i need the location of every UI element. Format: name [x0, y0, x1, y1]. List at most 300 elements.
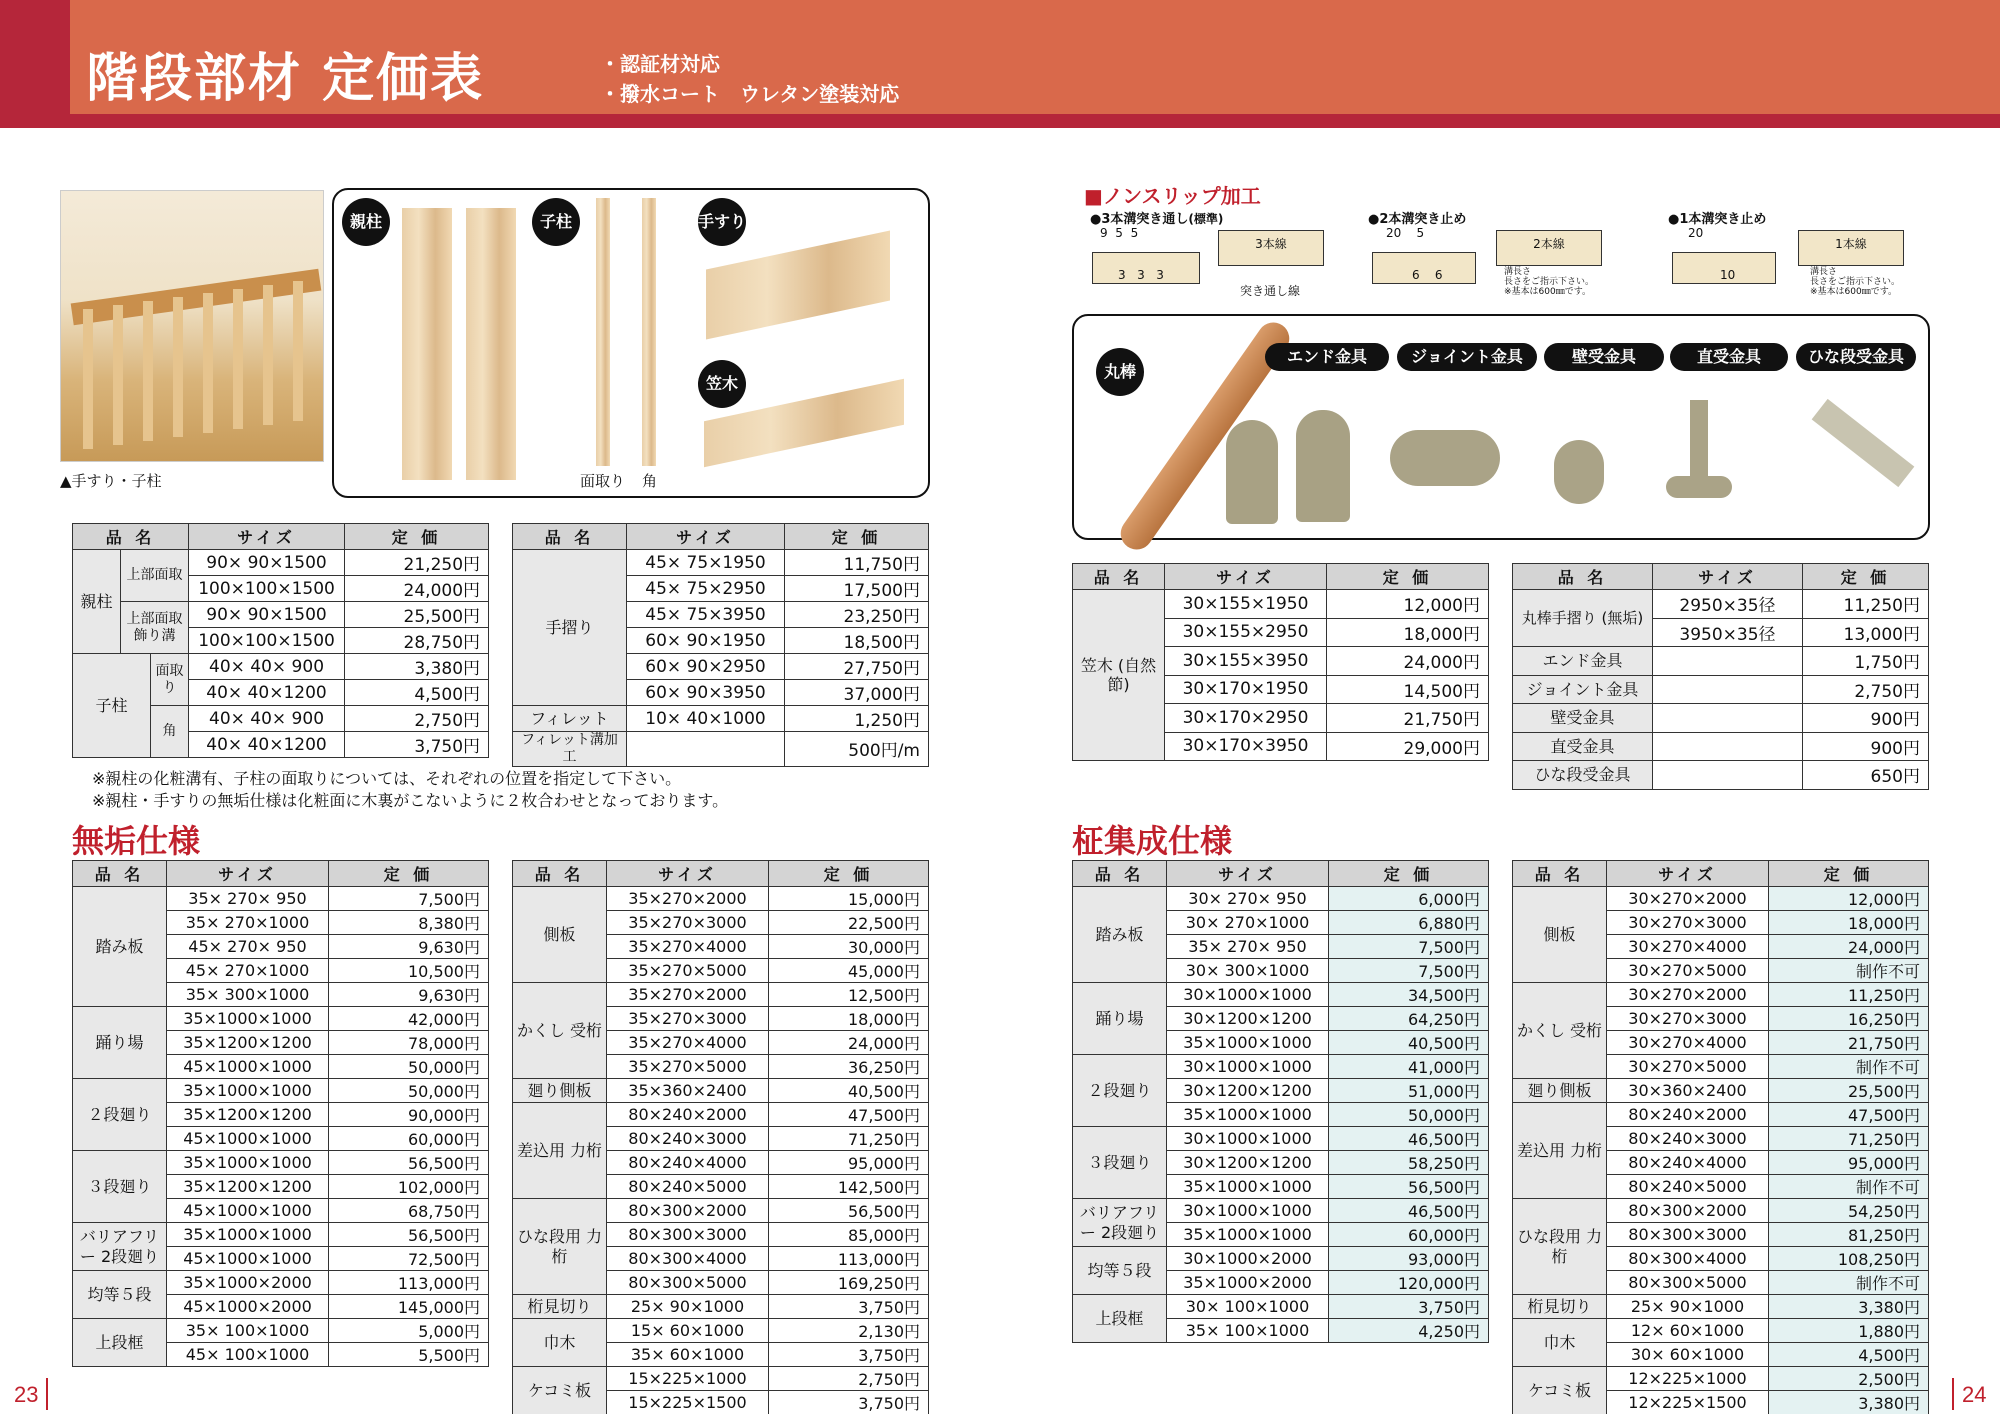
cell-size: 35×1000×1000	[1167, 1223, 1329, 1247]
cell-size: 30×270×4000	[1607, 935, 1769, 959]
cell-size: 15× 60×1000	[607, 1319, 769, 1343]
cell-price: 93,000円	[1329, 1247, 1489, 1271]
table-kasagi	[1072, 563, 1489, 761]
badge-kobashira: 子柱	[532, 198, 580, 246]
header-name: 品 名	[73, 524, 189, 550]
cell-name: バリアフリー 2段廻り	[73, 1223, 167, 1271]
cell-size: 80×300×3000	[607, 1223, 769, 1247]
cell-price: 71,250円	[1769, 1127, 1929, 1151]
cell-size: 45×1000×1000	[167, 1247, 329, 1271]
cell-price: 27,750円	[785, 654, 929, 680]
cell-size: 25× 90×1000	[607, 1295, 769, 1319]
direct-bracket-image	[1690, 400, 1708, 480]
header-name: 品 名	[1073, 564, 1165, 590]
table-row	[1513, 1319, 1929, 1343]
cell-size: 40× 40× 900	[189, 706, 345, 732]
cell-name: 上段框	[73, 1319, 167, 1367]
cell-price: 4,500円	[1769, 1343, 1929, 1367]
cell-price: 95,000円	[1769, 1151, 1929, 1175]
label-jikauke: 直受金具	[1670, 343, 1788, 371]
header-size: サイズ	[1653, 564, 1803, 590]
cell-sub: 面取り	[151, 654, 189, 706]
cell-sub: 上部面取 飾り溝	[121, 602, 189, 654]
cell-size: 35×270×4000	[607, 935, 769, 959]
page-number-left: 23	[14, 1382, 39, 1407]
cell-size: 80×240×2000	[607, 1103, 769, 1127]
cell-size: 3950×35径	[1653, 618, 1803, 647]
cell-price: 17,500円	[785, 576, 929, 602]
cell-name: 均等５段	[73, 1271, 167, 1319]
cell-size: 15×225×1500	[607, 1391, 769, 1414]
cell-price: 9,630円	[329, 935, 489, 959]
header-price: 定 価	[1803, 564, 1929, 590]
cell-price: 50,000円	[1329, 1103, 1489, 1127]
label-kabeuke: 壁受金具	[1544, 343, 1664, 371]
cell-price: 500円/m	[785, 732, 929, 767]
oyabashira-image-2	[466, 208, 516, 480]
cell-price: 制作不可	[1769, 1271, 1929, 1295]
cell-size: 45× 75×2950	[627, 576, 785, 602]
table-row	[73, 1007, 489, 1031]
cell-price: 56,500円	[329, 1223, 489, 1247]
nonslip-two-bottom: 6 6	[1412, 268, 1443, 282]
table-row	[73, 1151, 489, 1175]
cell-size: 30×1000×1000	[1167, 983, 1329, 1007]
photo-caption: ▲手すり・子柱	[60, 472, 162, 490]
cell-size: 30× 270× 950	[1167, 887, 1329, 911]
cell-name: 壁受金具	[1513, 704, 1653, 733]
header-size: サイズ	[1607, 861, 1769, 887]
cell-price: 51,000円	[1329, 1079, 1489, 1103]
cell-price: 1,880円	[1769, 1319, 1929, 1343]
cell-name: 廻り側板	[1513, 1079, 1607, 1103]
cell-size: 80×240×3000	[607, 1127, 769, 1151]
cell-size: 80×300×5000	[607, 1271, 769, 1295]
label-end: エンド金具	[1265, 343, 1389, 371]
cell-size: 80×240×4000	[607, 1151, 769, 1175]
cell-size: 60× 90×1950	[627, 628, 785, 654]
nonslip-two-top: 20 5	[1386, 226, 1425, 240]
cell-price: 50,000円	[329, 1079, 489, 1103]
table-row	[513, 1079, 929, 1103]
oyabashira-image-1	[402, 208, 452, 480]
cell-price: 900円	[1803, 732, 1929, 761]
cell-size: 35×1000×1000	[1167, 1175, 1329, 1199]
cell-size: 35× 270× 950	[167, 887, 329, 911]
header-size: サイズ	[607, 861, 769, 887]
cell-price: 64,250円	[1329, 1007, 1489, 1031]
cell-size	[1653, 675, 1803, 704]
cell-size: 35×1000×2000	[1167, 1271, 1329, 1295]
nonslip-three-arrow: 突き通し線	[1240, 284, 1301, 298]
cell-sub: 角	[151, 706, 189, 758]
cell-size: 35×270×5000	[607, 959, 769, 983]
cell-price: 36,250円	[769, 1055, 929, 1079]
cell-price: 58,250円	[1329, 1151, 1489, 1175]
cell-size: 35× 270×1000	[167, 911, 329, 935]
table-hardware	[1512, 563, 1929, 790]
nonslip-three-bottom: 3 3 3	[1118, 268, 1164, 282]
cell-size: 45× 100×1000	[167, 1343, 329, 1367]
cell-size: 45× 270×1000	[167, 959, 329, 983]
cell-size: 35×270×4000	[607, 1031, 769, 1055]
cell-name: 廻り側板	[513, 1079, 607, 1103]
cell-size: 30×270×5000	[1607, 959, 1769, 983]
nonslip-three-box: 3本線	[1218, 230, 1324, 266]
cell-price: 71,250円	[769, 1127, 929, 1151]
cell-price: 10,500円	[329, 959, 489, 983]
cell-size: 40× 40×1200	[189, 680, 345, 706]
table-shu-right	[1512, 860, 1929, 1414]
cell-price: 40,500円	[769, 1079, 929, 1103]
cell-size	[1653, 732, 1803, 761]
table-muku-left	[72, 860, 489, 1367]
cell-size: 30×1000×2000	[1167, 1247, 1329, 1271]
cell-name: 子柱	[73, 654, 151, 758]
nonslip-two-label: ●2本溝突き止め	[1368, 212, 1467, 227]
cell-size: 30×1200×1200	[1167, 1151, 1329, 1175]
nonslip-three-label: ●3本溝突き通し(標準)	[1090, 212, 1224, 227]
cell-size: 30× 270×1000	[1167, 911, 1329, 935]
cell-price: 3,750円	[769, 1391, 929, 1414]
cell-name: 巾木	[513, 1319, 607, 1367]
cell-price: 29,000円	[1327, 732, 1489, 761]
cell-price: 7,500円	[1329, 959, 1489, 983]
header-name: 品 名	[1513, 861, 1607, 887]
cell-price: 68,750円	[329, 1199, 489, 1223]
cell-name: 桁見切り	[1513, 1295, 1607, 1319]
badge-kasagi: 笠木	[698, 360, 746, 408]
cell-price: 7,500円	[1329, 935, 1489, 959]
nonslip-two-notes: 溝長さ 長さをご指示下さい。 ※基本は600㎜です。	[1504, 267, 1595, 297]
page-title: 階段部材 定価表	[86, 49, 485, 109]
cell-name: 側板	[1513, 887, 1607, 983]
cell-price: 1,250円	[785, 706, 929, 732]
cell-name: 差込用 力桁	[513, 1103, 607, 1199]
cell-price: 72,500円	[329, 1247, 489, 1271]
table-row	[1073, 1247, 1489, 1271]
cell-name: ３段廻り	[1073, 1127, 1167, 1199]
cell-size	[1653, 704, 1803, 733]
cell-size: 35×1200×1200	[167, 1031, 329, 1055]
kobashira-kaku-image	[642, 198, 656, 466]
cell-name: 踏み板	[1073, 887, 1167, 983]
cell-price: 95,000円	[769, 1151, 929, 1175]
cell-size: 45×1000×1000	[167, 1199, 329, 1223]
cell-price: 24,000円	[1769, 935, 1929, 959]
cell-price: 2,750円	[1803, 675, 1929, 704]
cell-price: 41,000円	[1329, 1055, 1489, 1079]
label-hinadanuke: ひな段受金具	[1796, 343, 1916, 371]
cell-size: 30×155×3950	[1165, 647, 1327, 676]
cell-price: 113,000円	[769, 1247, 929, 1271]
cell-size: 80×240×4000	[1607, 1151, 1769, 1175]
cell-price: 14,500円	[1327, 675, 1489, 704]
cell-price: 13,000円	[1803, 618, 1929, 647]
header-price: 定 価	[1329, 861, 1489, 887]
cell-size: 80×300×3000	[1607, 1223, 1769, 1247]
header-price: 定 価	[345, 524, 489, 550]
cell-size: 35×270×5000	[607, 1055, 769, 1079]
cell-size: 12×225×1500	[1607, 1391, 1769, 1414]
cell-size: 45×1000×1000	[167, 1127, 329, 1151]
cell-price: 7,500円	[329, 887, 489, 911]
cell-size: 45× 75×1950	[627, 550, 785, 576]
cell-price: 3,750円	[345, 732, 489, 758]
cell-size: 35×1200×1200	[167, 1175, 329, 1199]
cell-price: 11,250円	[1803, 590, 1929, 619]
cell-size: 35× 100×1000	[1167, 1319, 1329, 1343]
cell-price: 78,000円	[329, 1031, 489, 1055]
cell-price: 18,000円	[769, 1007, 929, 1031]
cell-size: 35×360×2400	[607, 1079, 769, 1103]
cell-size: 35×1000×1000	[167, 1079, 329, 1103]
cell-name: ジョイント金具	[1513, 675, 1653, 704]
table-row	[513, 1103, 929, 1127]
cell-price: 47,500円	[1769, 1103, 1929, 1127]
cell-price: 12,000円	[1769, 887, 1929, 911]
cell-name: 手摺り	[513, 550, 627, 706]
cell-price: 37,000円	[785, 680, 929, 706]
cell-size: 35× 300×1000	[167, 983, 329, 1007]
cell-price: 40,500円	[1329, 1031, 1489, 1055]
cell-size: 35×1200×1200	[167, 1103, 329, 1127]
cell-price: 18,000円	[1327, 618, 1489, 647]
cell-name: 踊り場	[73, 1007, 167, 1079]
cell-price: 24,000円	[1327, 647, 1489, 676]
cell-price: 142,500円	[769, 1175, 929, 1199]
cell-price: 24,000円	[769, 1031, 929, 1055]
table-row	[513, 1295, 929, 1319]
cell-price: 3,750円	[769, 1343, 929, 1367]
cell-price: 42,000円	[329, 1007, 489, 1031]
cell-size: 45×1000×1000	[167, 1055, 329, 1079]
table-row	[1073, 1055, 1489, 1079]
cell-price: 102,000円	[329, 1175, 489, 1199]
cell-price: 56,500円	[329, 1151, 489, 1175]
cell-price: 120,000円	[1329, 1271, 1489, 1295]
feature-1: ・認証材対応	[600, 52, 720, 76]
cell-size: 15×225×1000	[607, 1367, 769, 1391]
note-1: ※親柱の化粧溝有、子柱の面取りについては、それぞれの位置を指定して下さい。	[92, 769, 682, 788]
cell-price: 3,750円	[769, 1295, 929, 1319]
cell-name: ケコミ板	[513, 1367, 607, 1414]
cell-name: 笠木 (自然節)	[1073, 590, 1165, 761]
nonslip-two-box: 2本線	[1496, 230, 1602, 266]
table-row	[73, 887, 489, 911]
header-name: 品 名	[513, 524, 627, 550]
cell-price: 54,250円	[1769, 1199, 1929, 1223]
cell-size: 30×360×2400	[1607, 1079, 1769, 1103]
cell-size: 35×1000×1000	[167, 1223, 329, 1247]
cell-price: 56,500円	[1329, 1175, 1489, 1199]
cell-price: 169,250円	[769, 1271, 929, 1295]
cell-name: 側板	[513, 887, 607, 983]
cell-size: 35×270×2000	[607, 983, 769, 1007]
cell-price: 90,000円	[329, 1103, 489, 1127]
cell-name: ケコミ板	[1513, 1367, 1607, 1414]
cell-price: 23,250円	[785, 602, 929, 628]
table-row	[513, 1199, 929, 1223]
header-price: 定 価	[329, 861, 489, 887]
cell-price: 85,000円	[769, 1223, 929, 1247]
direct-bracket-base	[1666, 476, 1732, 498]
joint-fitting-image	[1390, 430, 1500, 486]
cell-size: 90× 90×1500	[189, 550, 345, 576]
cell-size: 80×300×2000	[607, 1199, 769, 1223]
table-row	[513, 1319, 929, 1343]
end-fitting-image-2	[1296, 410, 1350, 522]
cell-price: 45,000円	[769, 959, 929, 983]
cell-price: 56,500円	[769, 1199, 929, 1223]
table-row	[513, 983, 929, 1007]
table-row	[1513, 1295, 1929, 1319]
header-size: サイズ	[1167, 861, 1329, 887]
cell-name: 上段框	[1073, 1295, 1167, 1343]
cell-price: 11,750円	[785, 550, 929, 576]
nonslip-one-notes: 溝長さ 長さをご指示下さい。 ※基本は600㎜です。	[1810, 267, 1901, 297]
stair-photo	[60, 190, 324, 462]
cell-sub: 上部面取	[121, 550, 189, 602]
cell-size: 10× 40×1000	[627, 706, 785, 732]
cell-size: 30×170×2950	[1165, 704, 1327, 733]
cell-size: 30×270×5000	[1607, 1055, 1769, 1079]
cell-price: 30,000円	[769, 935, 929, 959]
cell-name: ２段廻り	[1073, 1055, 1167, 1127]
cell-price: 50,000円	[329, 1055, 489, 1079]
label-kaku: 角	[642, 472, 658, 490]
nonslip-one-bottom: 10	[1720, 268, 1736, 282]
end-fitting-image	[1226, 420, 1278, 524]
section-muku-title: 無垢仕様	[72, 822, 201, 860]
cell-price: 11,250円	[1769, 983, 1929, 1007]
cell-size: 30×1200×1200	[1167, 1007, 1329, 1031]
feature-2: ・撥水コート ウレタン塗装対応	[600, 82, 900, 106]
cell-name: ひな段用 力桁	[513, 1199, 607, 1295]
cell-name: ３段廻り	[73, 1151, 167, 1223]
cell-price: 5,000円	[329, 1319, 489, 1343]
cell-size: 35×1000×2000	[167, 1271, 329, 1295]
header-price: 定 価	[1327, 564, 1489, 590]
header-size: サイズ	[189, 524, 345, 550]
table-row	[1513, 1103, 1929, 1127]
cell-size: 80×240×5000	[1607, 1175, 1769, 1199]
cell-size: 30×1000×1000	[1167, 1055, 1329, 1079]
cell-price: 15,000円	[769, 887, 929, 911]
cell-price: 28,750円	[345, 628, 489, 654]
cell-price: 108,250円	[1769, 1247, 1929, 1271]
cell-price: 46,500円	[1329, 1199, 1489, 1223]
cell-size	[627, 732, 785, 767]
cell-price: 3,380円	[345, 654, 489, 680]
cell-price: 制作不可	[1769, 959, 1929, 983]
cell-size: 35×1000×1000	[1167, 1103, 1329, 1127]
cell-price: 47,500円	[769, 1103, 929, 1127]
table-row	[513, 1367, 929, 1391]
badge-oyabashira: 親柱	[342, 198, 390, 246]
cell-name: 踊り場	[1073, 983, 1167, 1055]
cell-price: 12,000円	[1327, 590, 1489, 619]
cell-price: 2,750円	[345, 706, 489, 732]
cell-size: 60× 90×2950	[627, 654, 785, 680]
table-handrail	[512, 523, 929, 767]
table-row	[73, 1223, 489, 1247]
table-row	[1073, 1199, 1489, 1223]
label-mentori: 面取り	[580, 472, 626, 490]
cell-name: 直受金具	[1513, 732, 1653, 761]
cell-size: 35×1000×1000	[167, 1151, 329, 1175]
cell-price: 2,130円	[769, 1319, 929, 1343]
header-name: 品 名	[1073, 861, 1167, 887]
cell-size: 30×155×2950	[1165, 618, 1327, 647]
cell-price: 650円	[1803, 761, 1929, 790]
cell-price: 3,380円	[1769, 1391, 1929, 1414]
cell-size: 80×300×5000	[1607, 1271, 1769, 1295]
table-row	[513, 887, 929, 911]
table-row	[73, 1271, 489, 1295]
cell-price: 4,250円	[1329, 1319, 1489, 1343]
cell-size: 2950×35径	[1653, 590, 1803, 619]
cell-size: 45× 270× 950	[167, 935, 329, 959]
cell-price: 制作不可	[1769, 1175, 1929, 1199]
table-posts	[72, 523, 489, 758]
table-row	[1513, 887, 1929, 911]
nonslip-three-top: 9 5 5	[1100, 226, 1139, 240]
cell-price: 2,750円	[769, 1367, 929, 1391]
cell-size: 30×1000×1000	[1167, 1127, 1329, 1151]
table-row	[1513, 1079, 1929, 1103]
cell-size: 60× 90×3950	[627, 680, 785, 706]
cell-size: 12×225×1000	[1607, 1367, 1769, 1391]
table-row	[1513, 1367, 1929, 1391]
cell-size: 30×270×4000	[1607, 1031, 1769, 1055]
cell-price: 18,500円	[785, 628, 929, 654]
cell-name: かくし 受桁	[513, 983, 607, 1079]
nonslip-one-top: 20	[1688, 226, 1704, 240]
cell-price: 113,000円	[329, 1271, 489, 1295]
cell-name: 親柱	[73, 550, 121, 654]
cell-size: 35× 270× 950	[1167, 935, 1329, 959]
cell-name: フィレット	[513, 706, 627, 732]
cell-size: 35×1000×1000	[167, 1007, 329, 1031]
cell-price: 9,630円	[329, 983, 489, 1007]
cell-size: 30×1200×1200	[1167, 1079, 1329, 1103]
cell-size: 30×170×1950	[1165, 675, 1327, 704]
cell-size: 30×270×2000	[1607, 887, 1769, 911]
cell-price: 4,500円	[345, 680, 489, 706]
cell-price: 2,500円	[1769, 1367, 1929, 1391]
table-muku-right	[512, 860, 929, 1414]
page-number-right: 24	[1962, 1382, 1987, 1407]
cell-name: かくし 受桁	[1513, 983, 1607, 1079]
header-price: 定 価	[1769, 861, 1929, 887]
cell-price: 60,000円	[329, 1127, 489, 1151]
table-row	[1073, 1295, 1489, 1319]
wall-bracket-image	[1554, 440, 1604, 504]
nonslip-title: ■ノンスリップ加工	[1084, 184, 1261, 208]
cell-price: 5,500円	[329, 1343, 489, 1367]
header-price: 定 価	[785, 524, 929, 550]
cell-price: 3,380円	[1769, 1295, 1929, 1319]
nonslip-one-label: ●1本溝突き止め	[1668, 212, 1767, 227]
cell-price: 34,500円	[1329, 983, 1489, 1007]
cell-price: 81,250円	[1769, 1223, 1929, 1247]
table-row	[1073, 983, 1489, 1007]
cell-name: 巾木	[1513, 1319, 1607, 1367]
header-price: 定 価	[769, 861, 929, 887]
cell-size: 45×1000×2000	[167, 1295, 329, 1319]
cell-size: 25× 90×1000	[1607, 1295, 1769, 1319]
